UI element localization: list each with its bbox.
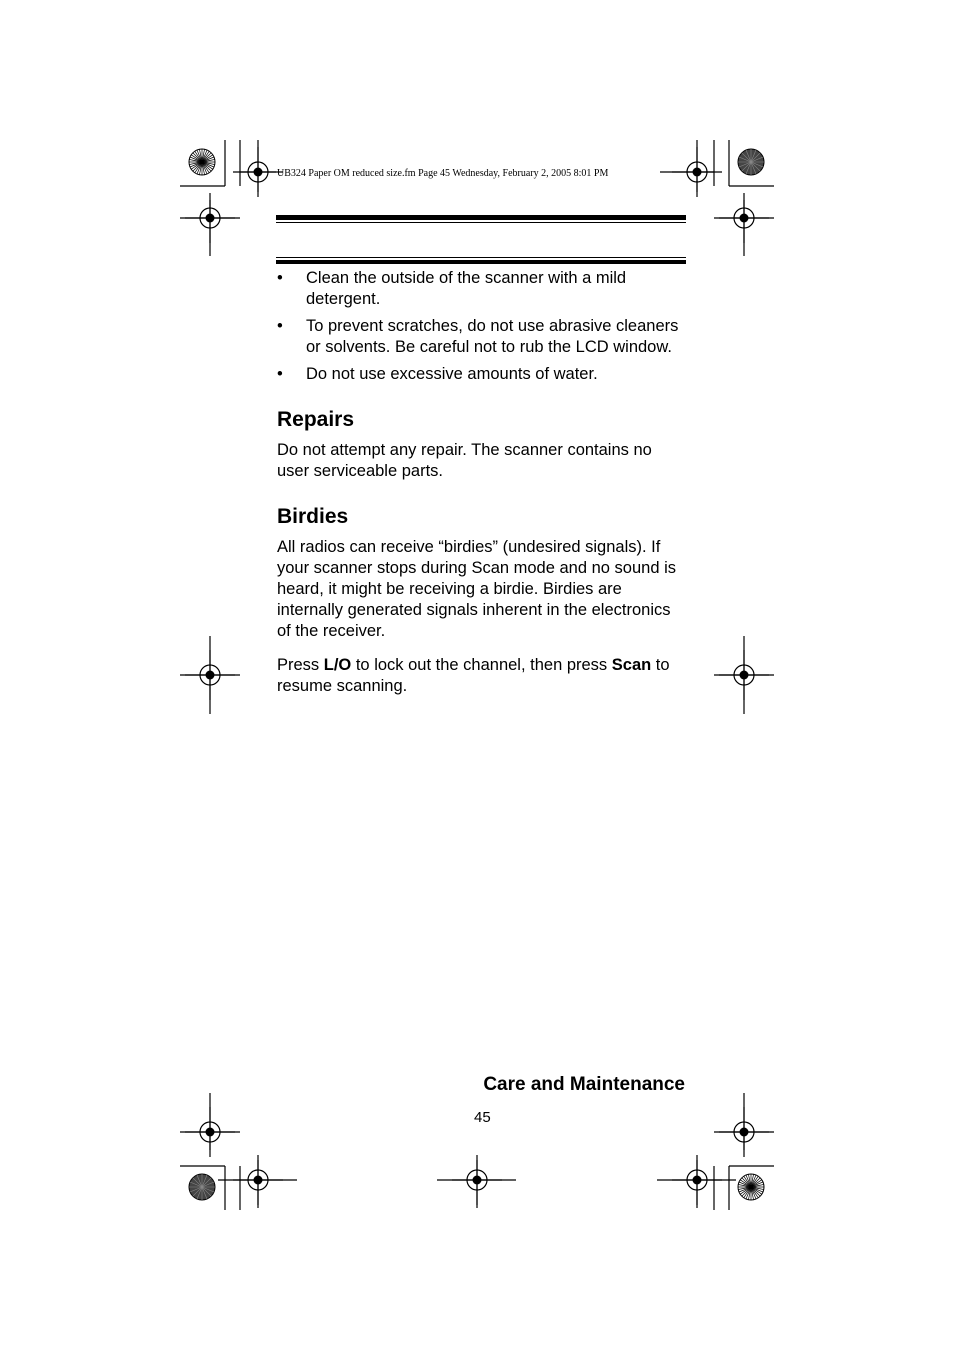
scan-key: Scan (611, 656, 652, 674)
list-item-text: Do not use excessive amounts of water. (306, 365, 598, 383)
bullet-glyph: • (277, 317, 283, 335)
list-item (277, 364, 687, 385)
list-item-text: Clean the outside of the scanner with a mild detergent. (306, 269, 627, 308)
lockout-key: L/O (323, 656, 352, 674)
file-slug: UB324 Paper OM reduced size.fm Page 45 Wednesday, February 2, 2005 8:01 PM (277, 168, 609, 179)
birdies-instruction (277, 655, 687, 697)
page-body (277, 268, 687, 710)
header-rule-thick (276, 215, 686, 220)
page-number: 45 (474, 1109, 491, 1126)
birdies-body: All radios can receive “birdies” (undesired signals). If your scanner stops during Scan mode and no sound is heard, it might be receiving a birdie. Birdies are internally generated signals inherent in the electronics of the receiver. (277, 538, 676, 640)
header-rule-thin (276, 222, 686, 223)
instruction-prefix: Press (277, 656, 324, 674)
instruction-suffix: to resume scanning. (277, 656, 670, 695)
section-rule-thick (276, 260, 686, 264)
list-item (277, 316, 687, 358)
list-item-text: To prevent scratches, do not use abrasive cleaners or solvents. Be careful not to rub the LCD window. (306, 317, 679, 356)
cleaning-list (277, 268, 687, 385)
bullet-glyph: • (277, 269, 283, 287)
list-item (277, 268, 687, 310)
instruction-middle: to lock out the channel, then press (351, 656, 612, 674)
repairs-body: Do not attempt any repair. The scanner contains no user serviceable parts. (277, 441, 652, 480)
footer-section-title: Care and Maintenance (483, 1074, 685, 1095)
bullet-glyph: • (277, 365, 283, 383)
section-rule-thin (276, 257, 686, 258)
birdies-heading: Birdies (277, 505, 349, 528)
repairs-heading: Repairs (277, 408, 355, 431)
